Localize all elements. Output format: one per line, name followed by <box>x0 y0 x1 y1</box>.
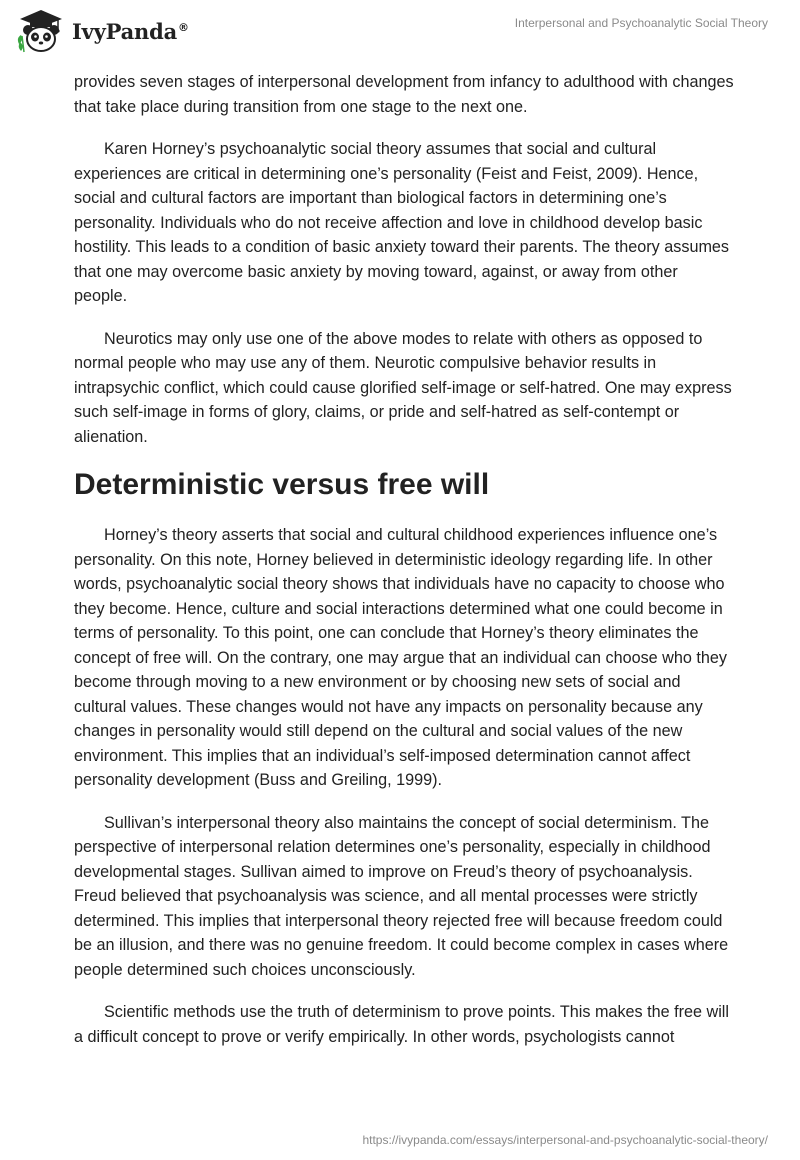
ivypanda-logo[interactable] <box>16 8 189 54</box>
paragraph-horney-theory: Karen Horney’s psychoanalytic social theory assumes that social and cultural experiences are critical in determining one’s personality (Feist and Feist, 2009). Hence, social and cultural factors are important than biological factors in determining one’s personality. Individuals who do not receive affection and love in childhood develop basic hostility. This leads to a condition of basic anxiety toward their parents. The theory assumes that one may overcome basic anxiety by moving toward, against, or away from other people. <box>74 140 730 305</box>
paragraph-sullivan: Sullivan’s interpersonal theory also maintains the concept of social determinism. The perspective of interpersonal relation determines one’s personality, especially in childhood developmental stages. Sullivan aimed to improve on Freud’s theory of psychoanalysis. Freud believed that psychoanalysis was science, and all mental processes were strictly determined. This implies that interpersonal theory rejected free will because freedom could be an illusion, and there was no genuine freedom. It could become complex in cases where people determined such choices unconsciously. <box>74 813 729 979</box>
paragraph-scientific-methods: Scientific methods use the truth of determinism to prove points. This makes the free will a difficult concept to prove or verify empirically. In other words, psychologists cannot <box>74 1003 729 1046</box>
paragraph-gap <box>74 119 734 137</box>
paragraph-neurotics: Neurotics may only use one of the above modes to relate with others as opposed to normal people who may use any of them. Neurotic compulsive behavior results in intrapsychic conflict, which could cause glorified self-image or self-hatred. One may express such self-image in forms of glory, claims, or pride and self-hatred as self-contempt or alienation. <box>74 329 732 446</box>
source-url[interactable]: https://ivypanda.com/essays/interpersonal-and-psychoanalytic-social-theory/ <box>362 1133 768 1147</box>
article-body <box>74 70 734 1049</box>
document-title: Interpersonal and Psychoanalytic Social Theory <box>514 16 768 30</box>
paragraph-horney-determinism: Horney’s theory asserts that social and cultural childhood experiences influence one’s personality. On this note, Horney believed in deterministic ideology regarding life. In other words, psychoanalytic social theory shows that individuals have no capacity to choose who they become. Hence, culture and social interactions determined what one could become in terms of personality. To this point, one can conclude that Horney’s theory eliminates the concept of free will. On the contrary, one may argue that an individual can choose who they become through moving to a new environment or by choosing new sets of social and cultural values. These changes would not have any impacts on personality because any changes in personality would still depend on the cultural and social values of the new environment. This implies that an individual’s self-imposed determination cannot affect personality development (Buss and Greiling, 1999). <box>74 526 727 789</box>
section-heading: Deterministic versus free will <box>74 468 490 501</box>
paragraph-gap <box>74 982 734 1000</box>
page-header <box>0 0 800 60</box>
paragraph-continued: provides seven stages of interpersonal development from infancy to adulthood with changes that take place during transition from one stage to the next one. <box>74 73 734 116</box>
panda-graduate-icon <box>16 8 66 54</box>
paragraph-gap <box>74 793 734 811</box>
paragraph-gap <box>74 309 734 327</box>
logo-wordmark <box>72 19 189 44</box>
logo-text: IvyPanda <box>72 18 178 44</box>
registered-mark: ® <box>178 20 189 34</box>
